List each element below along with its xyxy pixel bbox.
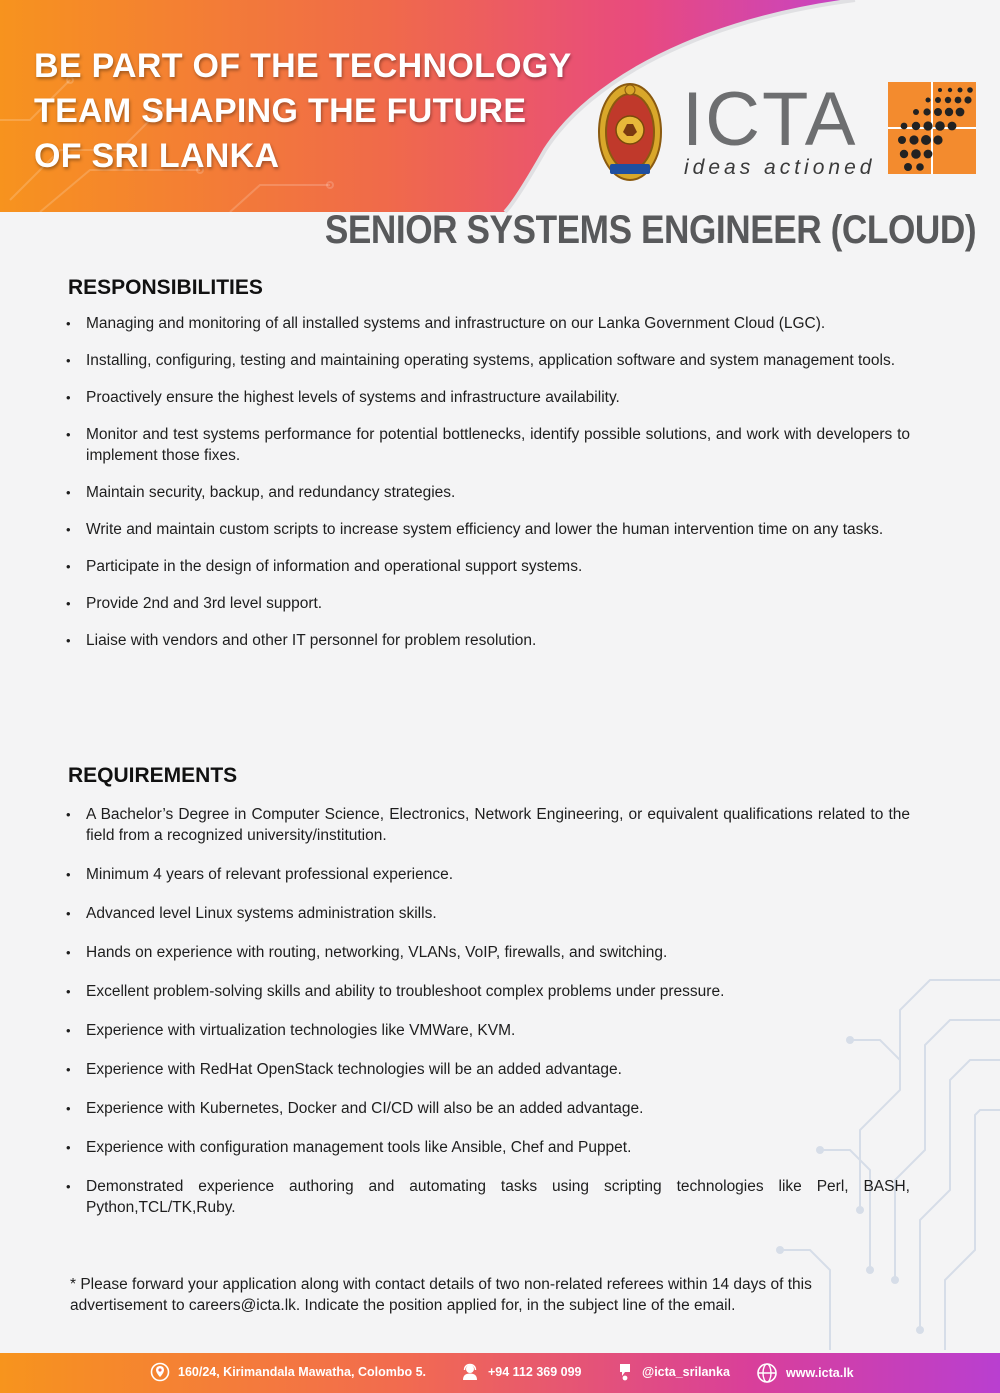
list-item: • Experience with Kubernetes, Docker and CI/CD will also be an added advantage. <box>66 1098 910 1119</box>
responsibilities-list <box>66 313 910 667</box>
footer-phone[interactable] <box>460 1362 582 1382</box>
job-title: SENIOR SYSTEMS ENGINEER (CLOUD) <box>324 208 976 252</box>
list-item: • Provide 2nd and 3rd level support. <box>66 593 910 614</box>
list-item: • Managing and monitoring of all installed systems and infrastructure on our Lanka Government Cloud (LGC). <box>66 313 910 334</box>
responsibilities-heading: RESPONSIBILITIES <box>68 276 263 299</box>
list-item: • Advanced level Linux systems administration skills. <box>66 903 910 924</box>
list-item: • Participate in the design of information and operational support systems. <box>66 556 910 577</box>
headline-line: BE PART OF THE TECHNOLOGY <box>34 47 572 85</box>
application-note: * Please forward your application along with contact details of two non-related referees within 14 days of this advertisement to careers@icta.lk. Indicate the position applied for, in the subject line of the email. <box>70 1276 812 1314</box>
footer-bar <box>0 1353 1000 1393</box>
globe-icon <box>756 1362 778 1384</box>
headline-line: TEAM SHAPING THE FUTURE <box>34 92 527 130</box>
list-item: • Experience with virtualization technologies like VMWare, KVM. <box>66 1020 910 1041</box>
footer-social[interactable] <box>616 1362 730 1382</box>
list-item: • Minimum 4 years of relevant professional experience. <box>66 864 910 885</box>
requirements-heading: REQUIREMENTS <box>68 764 238 787</box>
address-text: 160/24, Kirimandala Mawatha, Colombo 5. <box>178 1365 426 1379</box>
footer-website[interactable] <box>756 1362 854 1384</box>
list-item: • Demonstrated experience authoring and automating tasks using scripting technologies like Perl, BASH, Python,TCL/TK,Ruby. <box>66 1176 910 1218</box>
list-item: • Experience with RedHat OpenStack technologies will be an added advantage. <box>66 1059 910 1080</box>
website-link: www.icta.lk <box>786 1366 854 1380</box>
list-item: • Liaise with vendors and other IT personnel for problem resolution. <box>66 630 910 651</box>
list-item: • Write and maintain custom scripts to increase system efficiency and lower the human intervention time on any tasks. <box>66 519 910 540</box>
list-item: • Installing, configuring, testing and maintaining operating systems, application software and system management tools. <box>66 350 910 371</box>
footer-address <box>150 1362 426 1382</box>
icta-wordmark: ICTA <box>682 77 858 162</box>
headline-line: OF SRI LANKA <box>34 137 280 175</box>
phone-text: +94 112 369 099 <box>488 1365 582 1379</box>
location-pin-icon <box>150 1362 170 1382</box>
sri-lanka-emblem-icon <box>596 80 664 184</box>
banner-headline <box>34 44 572 179</box>
social-text: @icta_srilanka <box>642 1365 730 1379</box>
list-item: • Experience with configuration management tools like Ansible, Chef and Puppet. <box>66 1137 910 1158</box>
phone-support-icon <box>460 1362 480 1382</box>
social-handle-icon <box>616 1362 634 1382</box>
list-item: • Maintain security, backup, and redundancy strategies. <box>66 482 910 503</box>
list-item: • Monitor and test systems performance for potential bottlenecks, identify possible solutions, and work with developers to implement those fixes. <box>66 424 910 466</box>
requirements-list <box>66 804 910 1236</box>
icta-tagline: ideas actioned <box>684 156 876 179</box>
list-item: • Proactively ensure the highest levels of systems and infrastructure availability. <box>66 387 910 408</box>
icta-logo-mark-icon <box>888 82 976 174</box>
list-item: • Hands on experience with routing, networking, VLANs, VoIP, firewalls, and switching. <box>66 942 910 963</box>
list-item: • A Bachelor’s Degree in Computer Science, Electronics, Network Engineering, or equivalent qualifications related to the field from a recognized university/institution. <box>66 804 910 846</box>
list-item: • Excellent problem-solving skills and ability to troubleshoot complex problems under pressure. <box>66 981 910 1002</box>
